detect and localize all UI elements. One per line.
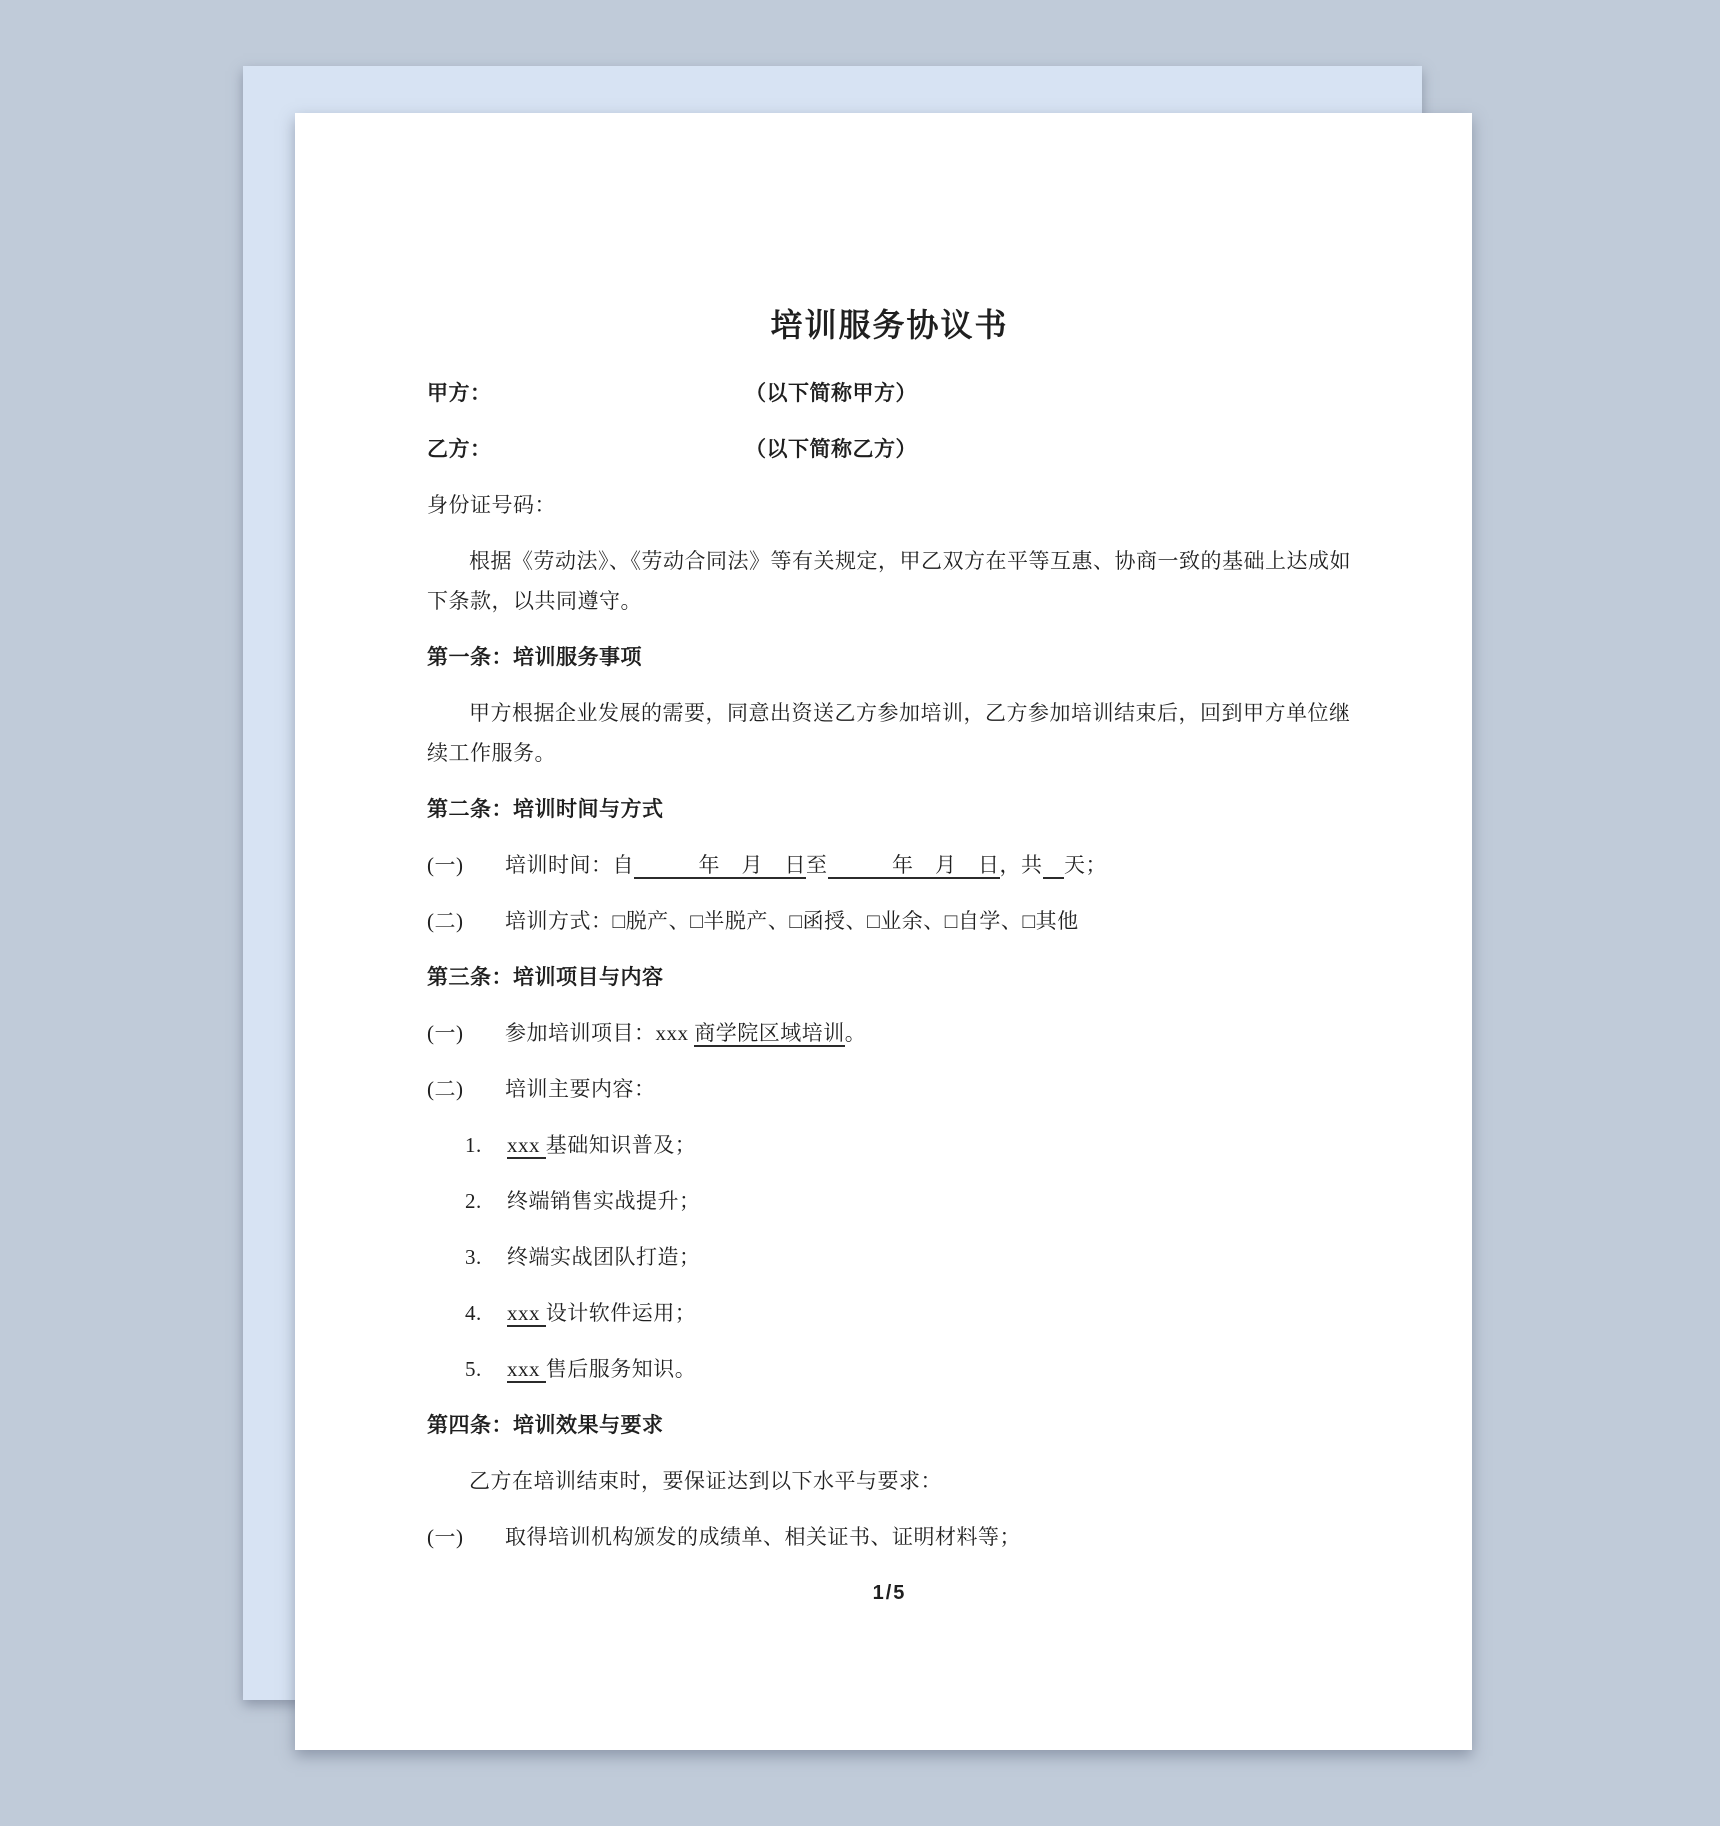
list-item-text: 售后服务知识。 — [545, 1357, 697, 1381]
date-to-word: 至 — [806, 853, 828, 877]
total-days-blank — [1043, 853, 1065, 879]
method-option-label: 业余、 — [880, 909, 945, 933]
checkbox-icon: □ — [789, 909, 803, 933]
party-b-label: 乙方： — [427, 437, 492, 461]
requirement-line — [427, 1517, 1352, 1557]
training-project-line — [427, 1013, 1352, 1053]
method-option-label: 自学、 — [957, 909, 1023, 933]
item-marker: (一) — [427, 1525, 464, 1549]
article-4-heading: 第四条：培训效果与要求 — [427, 1413, 664, 1437]
list-item-text: 终端实战团队打造； — [507, 1245, 701, 1269]
list-item-number: 5. — [465, 1357, 482, 1381]
list-item-number: 3. — [465, 1245, 482, 1269]
party-b-alias: （以下简称乙方） — [745, 437, 917, 461]
date-from-blank: 年 月 日 — [634, 853, 806, 877]
training-project-name: 商学院区域培训 — [694, 1021, 845, 1045]
list-item — [427, 1125, 1352, 1165]
total-days-tail: 天； — [1064, 853, 1107, 877]
preamble-paragraph: 根据《劳动法》、《劳动合同法》等有关规定，甲乙双方在平等互惠、协商一致的基础上达成如下条款，以共同遵守。 — [427, 549, 1351, 613]
training-time-lead: 培训时间：自 — [505, 853, 634, 877]
training-method-line — [427, 901, 1352, 941]
list-item — [427, 1237, 1352, 1277]
requirement-text: 取得培训机构颁发的成绩单、相关证书、证明材料等； — [505, 1525, 1021, 1549]
method-option-label: 半脱产、 — [703, 909, 790, 933]
item-marker: (二) — [427, 909, 464, 933]
training-content-line — [427, 1069, 1352, 1109]
list-item-number: 2. — [465, 1189, 482, 1213]
training-method-lead: 培训方式： — [505, 909, 613, 933]
training-time-line — [427, 845, 1352, 885]
date-to-blank: 年 月 日 — [827, 853, 1000, 877]
id-number-line — [427, 485, 1352, 525]
article-3-heading: 第三条：培训项目与内容 — [427, 965, 664, 989]
article-1-body: 甲方根据企业发展的需要，同意出资送乙方参加培训，乙方参加培训结束后，回到甲方单位继续工作服务。 — [427, 701, 1351, 765]
article-2-heading: 第二条：培训时间与方式 — [427, 797, 664, 821]
article-4-intro: 乙方在培训结束时，要保证达到以下水平与要求： — [469, 1469, 942, 1493]
method-option-label: 脱产、 — [625, 909, 691, 933]
method-option-label: 其他 — [1035, 909, 1079, 933]
checkbox-icon: □ — [612, 909, 626, 933]
checkbox-icon: □ — [944, 909, 958, 933]
party-b-line — [427, 429, 1352, 469]
list-item — [427, 1293, 1352, 1333]
item-marker: (二) — [427, 1077, 464, 1101]
checkbox-icon: □ — [1022, 909, 1036, 933]
item-marker: (一) — [427, 853, 464, 877]
article-1-heading: 第一条：培训服务事项 — [427, 645, 642, 669]
list-item-blank: xxx — [507, 1357, 546, 1381]
list-item-text: 终端销售实战提升； — [507, 1189, 701, 1213]
list-item-text: 基础知识普及； — [545, 1133, 697, 1157]
party-a-alias: （以下简称甲方） — [745, 381, 917, 405]
training-project-lead: 参加培训项目：xxx — [505, 1021, 695, 1045]
id-number-label: 身份证号码： — [427, 493, 556, 517]
item-marker: (一) — [427, 1021, 464, 1045]
list-item — [427, 1349, 1352, 1389]
list-item-text: 设计软件运用； — [545, 1301, 697, 1325]
checkbox-icon: □ — [867, 909, 881, 933]
training-content-lead: 培训主要内容： — [505, 1077, 656, 1101]
list-item — [427, 1181, 1352, 1221]
list-item-number: 1. — [465, 1133, 482, 1157]
document-title: 培训服务协议书 — [770, 307, 1009, 343]
party-a-line — [427, 373, 1352, 413]
party-a-label: 甲方： — [427, 381, 492, 405]
list-item-blank: xxx — [507, 1133, 546, 1157]
page-number: 1/5 — [872, 1582, 907, 1604]
total-days-lead: ，共 — [999, 853, 1043, 877]
document-page — [295, 113, 1472, 1750]
training-project-tail: 。 — [844, 1021, 867, 1045]
list-item-number: 4. — [465, 1301, 482, 1325]
list-item-blank: xxx — [507, 1301, 546, 1325]
method-option-label: 函授、 — [802, 909, 868, 933]
checkbox-icon: □ — [690, 909, 704, 933]
